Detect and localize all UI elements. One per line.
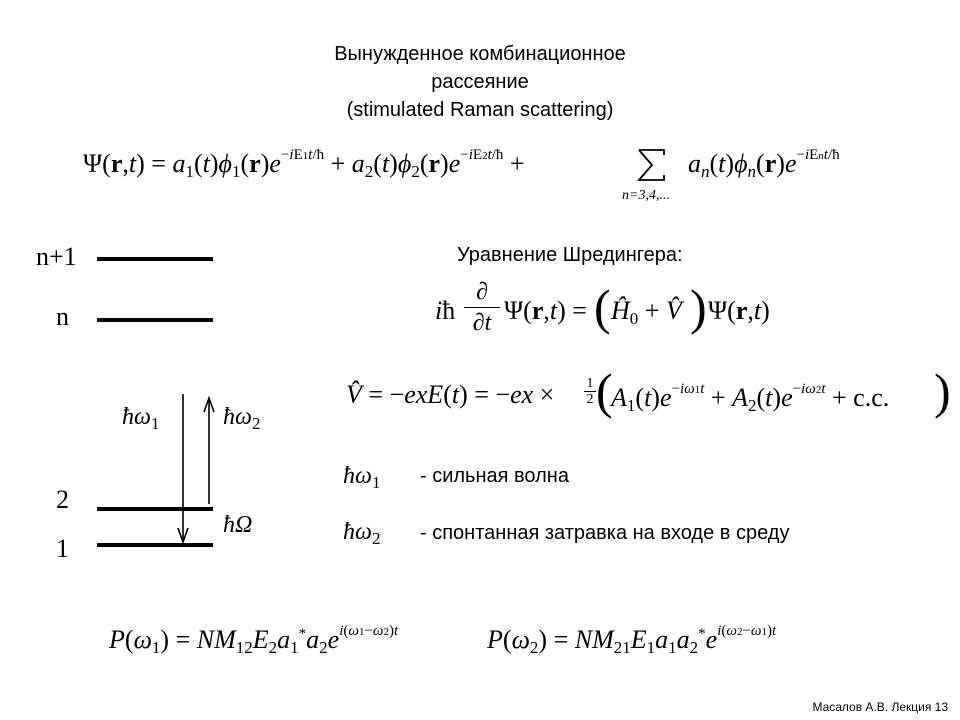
title-line-3: (stimulated Raman scattering): [346, 99, 614, 121]
label-hOmega: ħΩ: [223, 512, 253, 538]
close-paren-field: ): [934, 363, 951, 419]
energy-level-n-plus-1: [97, 257, 213, 261]
open-paren-field: (: [596, 363, 613, 419]
label-hw2: $ħ\omega_2$: [223, 404, 261, 433]
level-label-n: n: [56, 302, 69, 331]
schrodinger-equation-rhs: Ψ(r,t): [708, 296, 770, 325]
wavefunction-equation: $\Psi(r,t) = a_1(t)\phi_1(r)e^{-iE1t/ħ} + a_2(t)\phi_2(r)e^{-iE2t/ħ}$ +: [83, 147, 525, 181]
slide-title: [230, 40, 730, 124]
title-line-2: рассеяние: [431, 71, 529, 93]
schrodinger-equation-lhs: iħ: [435, 296, 456, 325]
schrodinger-label: Уравнение Шредингера:: [457, 244, 683, 266]
polarization-equation-w1: $P(\omega_1) = NM_{12}E_2a_1^*a_2e^{i(\omega 1-\omega 2)t}$: [109, 623, 399, 657]
half-fraction: 1 2: [584, 377, 596, 407]
legend-symbol-hw2: $ħ\omega_2$: [343, 519, 381, 548]
legend-symbol-hw1: $ħ\omega_1$: [343, 463, 381, 492]
label-hw1: $ħ\omega_1$: [122, 404, 160, 433]
transition-arrows: [160, 380, 230, 550]
hamiltonian-terms: $Ĥ_0$ + V̂: [611, 296, 682, 328]
partial-derivative-fraction: ∂ ∂t: [464, 280, 500, 335]
close-paren-hamiltonian: ): [690, 279, 707, 335]
polarization-equation-w2: $P(\omega_2) = NM_{21}E_1a_1a_2^*e^{i(\omega 2-\omega 1)t}$: [487, 623, 777, 657]
schrodinger-equation-mid: Ψ(r,t) =: [504, 296, 587, 325]
arrow-down-icon: [178, 394, 188, 542]
title-line-1: Вынужденное комбинационное: [334, 43, 626, 65]
open-paren-hamiltonian: (: [594, 279, 611, 335]
footer-author: Масалов А.В. Лекция 13: [812, 700, 948, 714]
field-terms: $A_1(t)e^{-i\omega 1t} + A_2(t)e^{-i\omega 2t} + c.c$.: [611, 381, 890, 415]
legend-text-spontaneous-seed: - спонтанная затравка на входе в среду: [420, 522, 790, 544]
legend-text-strong-wave: - сильная волна: [420, 465, 569, 487]
summation-limits: n=3,4,...: [622, 188, 670, 203]
interaction-equation-lhs: V̂ = −exE(t) = −ex ×: [346, 380, 555, 409]
wavefunction-equation-tail: $a_n(t)\phi_n(r)e^{-iEnt/ħ}$: [688, 147, 840, 181]
arrow-up-icon: [204, 398, 214, 504]
energy-level-n: [97, 318, 213, 322]
level-label-1: 1: [56, 534, 69, 563]
summation-sign: [637, 148, 667, 182]
level-label-2: 2: [56, 485, 69, 514]
level-label-n-plus-1: n+1: [36, 242, 77, 271]
